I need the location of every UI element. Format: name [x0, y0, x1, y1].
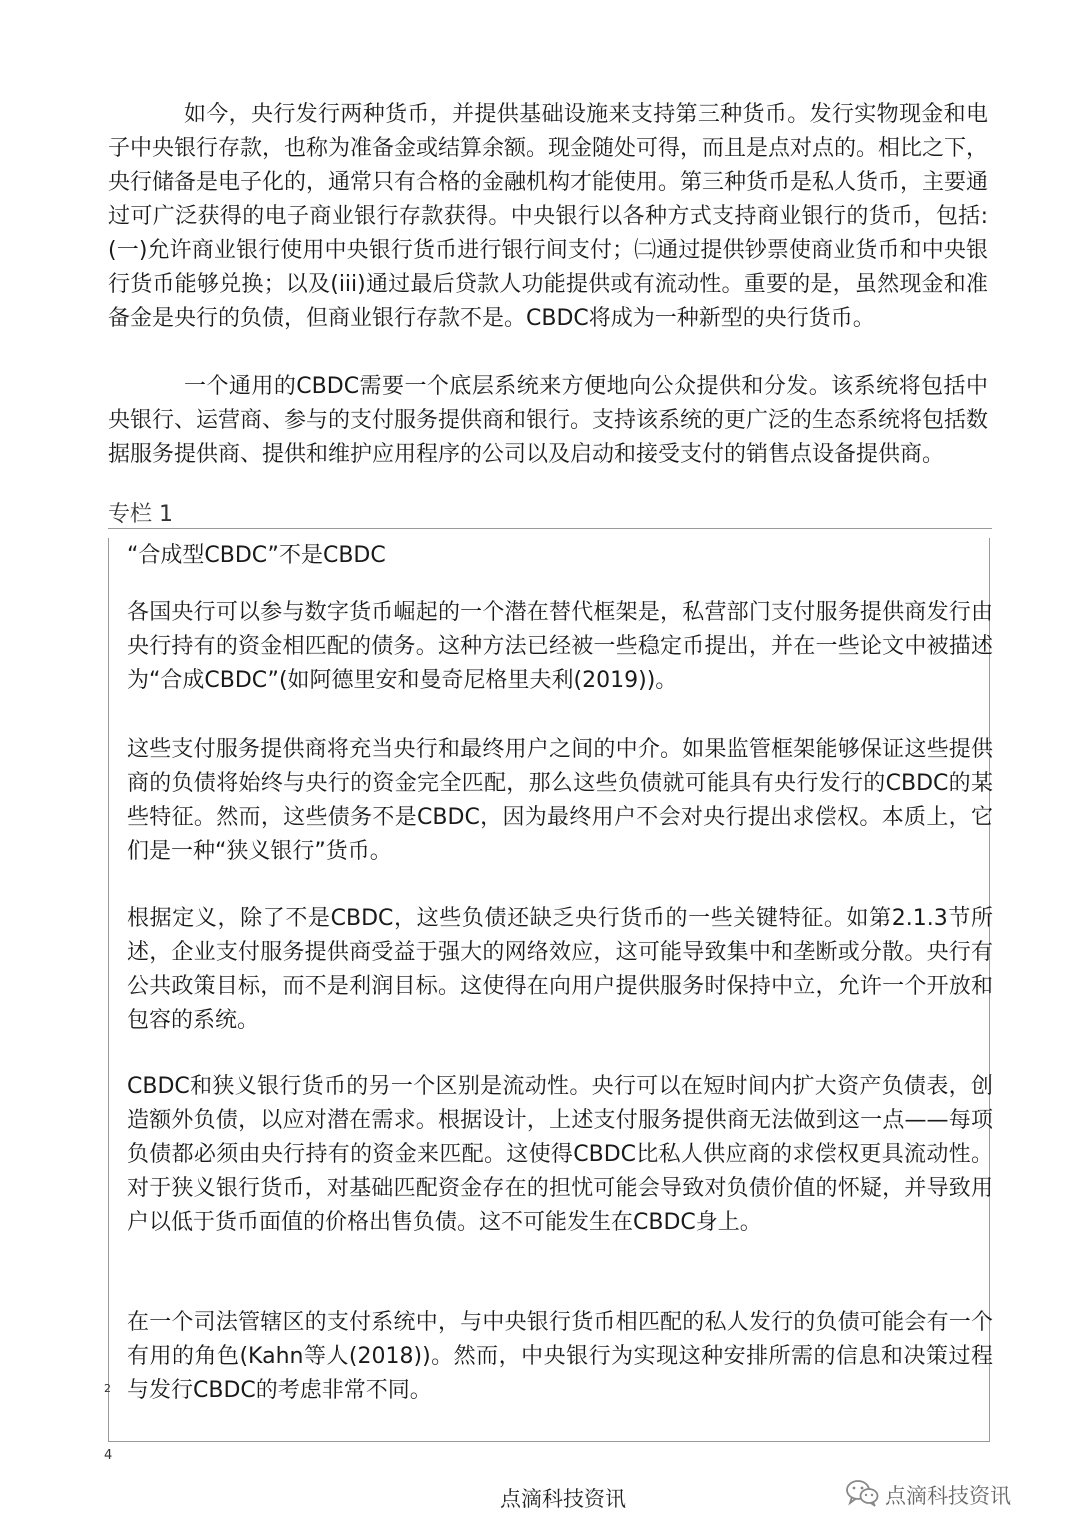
page-number: 4	[104, 1448, 113, 1463]
box-label: 专栏 1	[108, 502, 173, 527]
footnote-marker: 2	[104, 1382, 111, 1395]
intro-paragraph-1: 如今，央行发行两种货币，并提供基础设施来支持第三种货币。发行实物现金和电子中央银行存款，也称为准备金或结算余额。现金随处可得，而且是点对点的。相比之下，央行储备是电子化的，通常只有合格的金融机构才能使用。第三种货币是私人货币，主要通过可广泛获得的电子商业银行存款获得。中央银行以各种方式支持商业银行的货币，包括:(一)允许商业银行使用中央银行货币进行银行间支付；㈡通过提供钞票使商业货币和中央银行货币能够兑换；以及(iii)通过最后贷款人功能提供或有流动性。重要的是，虽然现金和准备金是央行的负债，但商业银行存款不是。CBDC将成为一种新型的央行货币。	[108, 102, 989, 331]
box-paragraph-4: CBDC和狭义银行货币的另一个区别是流动性。央行可以在短时间内扩大资产负债表，创造额外负债，以应对潜在需求。根据设计，上述支付服务提供商无法做到这一点——每项负债都必须由央行持有的资金来匹配。这使得CBDC比私人供应商的求偿权更具流动性。对于狭义银行货币，对基础匹配资金存在的担忧可能会导致对负债价值的怀疑，并导致用户以低于货币面值的价格出售负债。这不可能发生在CBDC身上。	[127, 1074, 993, 1235]
wechat-icon	[845, 1478, 879, 1512]
box-paragraph-3: 根据定义，除了不是CBDC，这些负债还缺乏央行货币的一些关键特征。如第2.1.3节所述，企业支付服务提供商受益于强大的网络效应，这可能导致集中和垄断或分散。央行有公共政策目标，而不是利润目标。这使得在向用户提供服务时保持中立，允许一个开放和包容的系统。	[127, 906, 993, 1033]
brand-watermark	[845, 1478, 1011, 1512]
box-title: “合成型CBDC”不是CBDC	[127, 543, 386, 568]
intro-paragraph-2: 一个通用的CBDC需要一个底层系统来方便地向公众提供和分发。该系统将包括中央银行、运营商、参与的支付服务提供商和银行。支持该系统的更广泛的生态系统将包括数据服务提供商、提供和维护应用程序的公司以及启动和接受支付的销售点设备提供商。	[108, 374, 989, 467]
footer-source: 点滴科技资讯	[500, 1487, 626, 1511]
brand-text: 点滴科技资讯	[885, 1484, 1011, 1508]
box-paragraph-2: 这些支付服务提供商将充当央行和最终用户之间的中介。如果监管框架能够保证这些提供商的负债将始终与央行的资金完全匹配，那么这些负债就可能具有央行发行的CBDC的某些特征。然而，这些债务不是CBDC，因为最终用户不会对央行提出求偿权。本质上，它们是一种“狭义银行”货币。	[127, 737, 993, 864]
box-paragraph-1: 各国央行可以参与数字货币崛起的一个潜在替代框架是，私营部门支付服务提供商发行由央行持有的资金相匹配的债务。这种方法已经被一些稳定币提出，并在一些论文中被描述为“合成CBDC”(如阿德里安和曼奇尼格里夫利(2019))。	[127, 600, 993, 693]
box-top-rule	[108, 528, 992, 529]
box-paragraph-5: 在一个司法管辖区的支付系统中，与中央银行货币相匹配的私人发行的负债可能会有一个有用的角色(Kahn等人(2018))。然而，中央银行为实现这种安排所需的信息和决策过程与发行CBDC的考虑非常不同。	[127, 1310, 993, 1403]
